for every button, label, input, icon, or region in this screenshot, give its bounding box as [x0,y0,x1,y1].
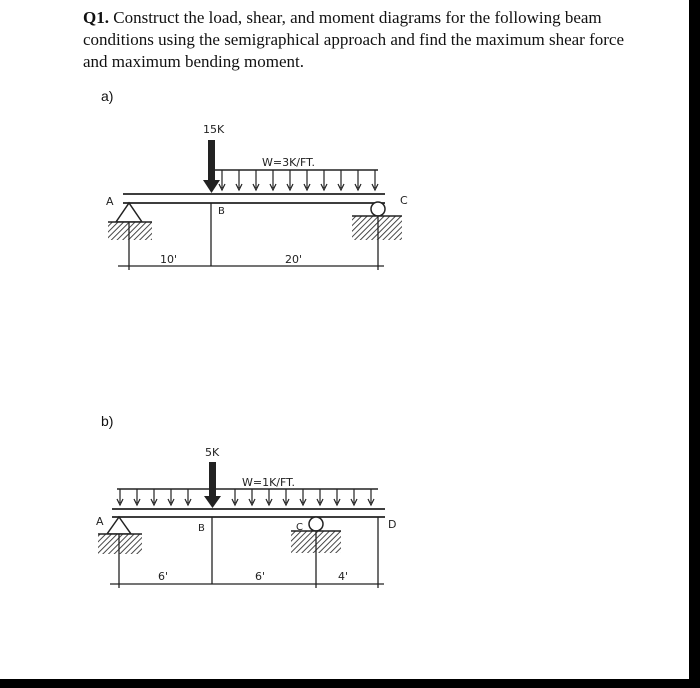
point-load-b-arrow [204,462,221,508]
point-a-label-b: A [96,515,104,528]
distributed-load-b-label: W=1K/FT. [242,476,296,489]
point-c-label-b: C [296,522,303,533]
pin-support-a [108,203,152,240]
distributed-load-a [212,170,378,190]
point-b-label-b: B [198,523,205,534]
diagram-b [96,446,396,588]
part-a-label: a) [101,88,114,104]
distributed-load-a-label: W=3K/FT. [262,156,316,169]
span-3-label-b: 4' [338,570,349,583]
pin-support-a-b [98,517,142,554]
point-c-label-a: C [400,194,408,207]
point-b-label-a: B [218,206,225,217]
distributed-load-b [117,489,378,505]
point-load-a-label: 15K [203,123,225,136]
point-d-label-b: D [388,518,397,531]
span-2-label-a: 20' [285,253,303,266]
beam-a [123,194,385,203]
dimension-line-a [118,216,384,270]
question-body: Construct the load, shear, and moment diagrams for the following beam conditions using the semigraphical approach and find the maximum shear force and maximum bending moment. [83,8,625,71]
span-2-label-b: 6' [255,570,266,583]
diagram-a [106,123,408,270]
point-load-a-arrow [203,140,220,193]
roller-support-c [352,202,402,240]
span-1-label-a: 10' [160,253,178,266]
beam-b [112,509,385,517]
point-load-b-label: 5K [205,446,220,459]
span-1-label-b: 6' [158,570,169,583]
part-b-label: b) [101,413,114,429]
question-number: Q1. [83,8,109,27]
point-a-label-a: A [106,195,114,208]
